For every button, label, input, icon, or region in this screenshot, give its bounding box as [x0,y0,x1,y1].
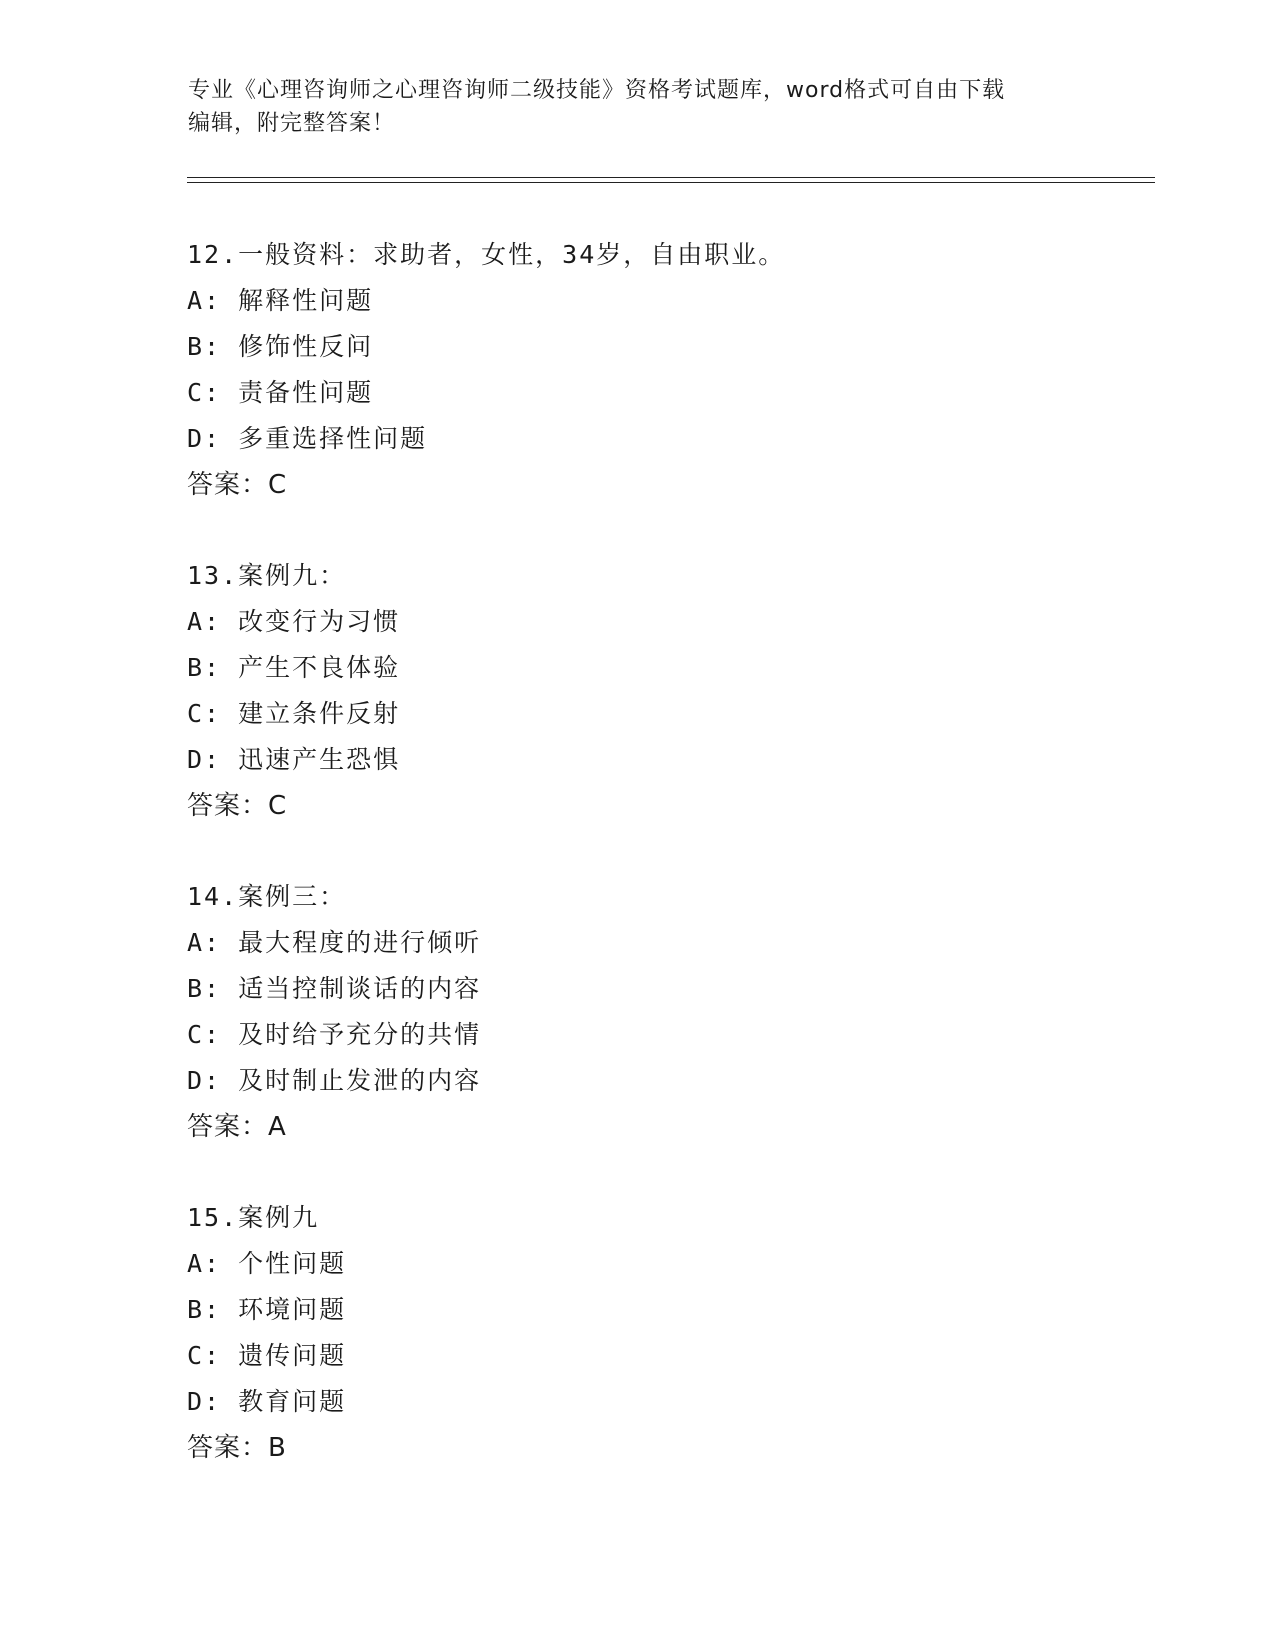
header-divider-top [187,177,1155,178]
option-c: C: 建立条件反射 [187,699,401,728]
header-line-1: 专业《心理咨询师之心理咨询师二级技能》资格考试题库，word格式可自由下载 [188,78,1006,103]
question-stem: 14.案例三： [187,882,347,911]
answer: 答案：A [187,1112,287,1142]
option-c: C: 及时给予充分的共情 [187,1020,482,1049]
option-b: B: 修饰性反问 [187,332,374,361]
question-15 [187,1195,987,1471]
header-divider-bottom [187,182,1155,183]
option-d: D: 多重选择性问题 [187,424,428,453]
option-b: B: 产生不良体验 [187,653,401,682]
option-a: A: 最大程度的进行倾听 [187,928,482,957]
option-b: B: 适当控制谈话的内容 [187,974,482,1003]
question-14 [187,874,987,1150]
question-12 [187,232,987,508]
option-d: D: 教育问题 [187,1387,347,1416]
option-d: D: 迅速产生恐惧 [187,745,401,774]
option-a: A: 个性问题 [187,1249,347,1278]
answer: 答案：C [187,470,288,500]
option-b: B: 环境问题 [187,1295,347,1324]
option-d: D: 及时制止发泄的内容 [187,1066,482,1095]
header-line-2: 编辑，附完整答案！ [188,111,396,136]
question-stem: 13.案例九： [187,561,347,590]
document-header [188,74,1088,140]
question-stem: 12.一般资料：求助者，女性，34岁，自由职业。 [187,240,786,269]
option-a: A: 改变行为习惯 [187,607,401,636]
option-c: C: 责备性问题 [187,378,374,407]
question-13 [187,553,987,829]
question-stem: 15.案例九 [187,1203,320,1232]
answer: 答案：C [187,791,288,821]
option-a: A: 解释性问题 [187,286,374,315]
option-c: C: 遗传问题 [187,1341,347,1370]
answer: 答案：B [187,1433,287,1463]
